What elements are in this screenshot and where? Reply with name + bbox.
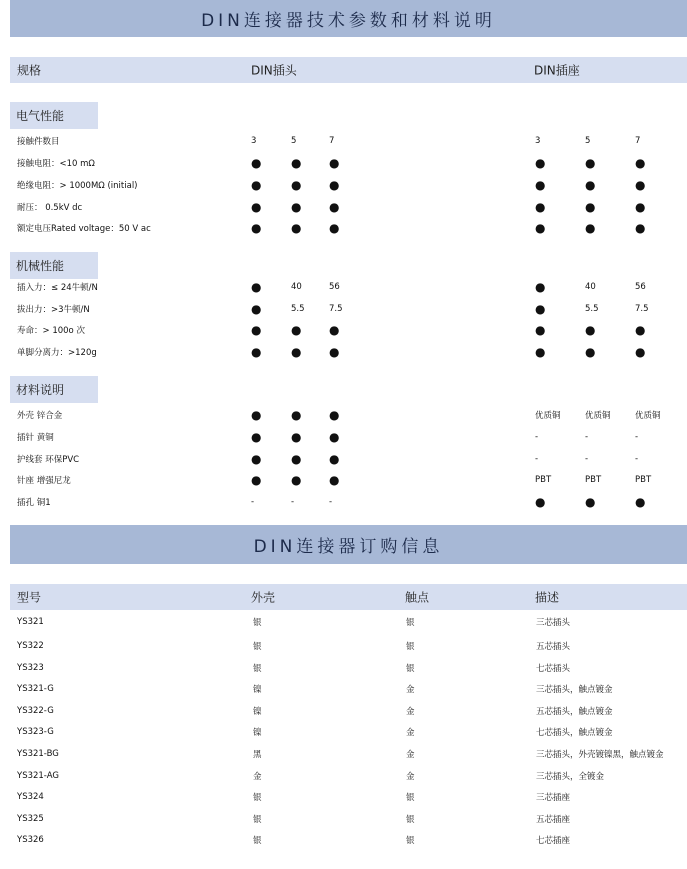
plug-value: ●: [329, 323, 340, 337]
order-title-banner: [10, 525, 687, 564]
spec-row: [0, 470, 687, 490]
socket-value: ●: [535, 200, 546, 214]
order-model: YS321-BG: [17, 749, 59, 759]
socket-value: -: [635, 454, 639, 464]
order-contact: 银: [406, 815, 415, 825]
socket-value: PBT: [585, 475, 602, 485]
order-header-model: 型号: [17, 590, 42, 605]
order-header-desc: 描述: [535, 590, 560, 605]
order-contact: 银: [406, 618, 415, 628]
spec-row-label: 针座 增强尼龙: [17, 476, 71, 486]
spec-row: [0, 449, 687, 469]
spec-row: [0, 277, 687, 297]
socket-value: ●: [535, 156, 546, 170]
socket-value: ●: [635, 178, 646, 192]
order-contact: 银: [406, 793, 415, 803]
socket-value: 优质铜: [635, 411, 661, 421]
order-model: YS322: [17, 641, 44, 651]
order-desc: 五芯插座: [536, 815, 571, 825]
order-desc: 三芯插头，外壳镀镍黑，触点镀金: [536, 750, 664, 760]
plug-value: ●: [251, 200, 262, 214]
plug-value: ●: [329, 156, 340, 170]
plug-value: ●: [251, 302, 262, 316]
socket-value: -: [535, 454, 539, 464]
order-model: YS325: [17, 814, 44, 824]
plug-value: ●: [291, 408, 302, 422]
socket-value: 40: [585, 282, 596, 292]
order-header-shell: 外壳: [251, 590, 276, 605]
socket-value: ●: [635, 345, 646, 359]
socket-value: ●: [635, 495, 646, 509]
order-shell: 银: [253, 815, 262, 825]
order-desc: 五芯插头: [536, 642, 571, 652]
order-row: [0, 766, 687, 786]
plug-value: ●: [329, 221, 340, 235]
order-row: [0, 612, 687, 632]
spec-row: [0, 153, 687, 173]
order-row: [0, 787, 687, 807]
socket-value: PBT: [535, 475, 552, 485]
spec-row: [0, 175, 687, 195]
plug-value: -: [329, 497, 333, 507]
spec-row: [0, 299, 687, 319]
section-title: 机械性能: [10, 252, 98, 279]
order-desc: 五芯插头，触点镀金: [536, 707, 613, 717]
socket-value: -: [535, 432, 539, 442]
order-shell: 镍: [253, 728, 262, 738]
order-contact: 金: [406, 707, 415, 717]
plug-value: ●: [291, 473, 302, 487]
socket-value: ●: [535, 302, 546, 316]
spec-row: [0, 492, 687, 512]
order-contact: 银: [406, 664, 415, 674]
order-model: YS321-G: [17, 684, 54, 694]
spec-title: DIN连接器技术参数和材料说明: [201, 11, 496, 31]
order-row: [0, 679, 687, 699]
order-contact: 金: [406, 728, 415, 738]
plug-value: 5.5: [291, 304, 305, 314]
spec-row: [0, 197, 687, 217]
socket-value: PBT: [635, 475, 652, 485]
order-shell: 金: [253, 772, 262, 782]
order-shell: 银: [253, 642, 262, 652]
order-row: [0, 830, 687, 850]
socket-value: 优质铜: [535, 411, 561, 421]
spec-row-label: 插入力：≤ 24牛顿/N: [17, 283, 98, 293]
spec-row: [0, 342, 687, 362]
order-shell: 银: [253, 793, 262, 803]
spec-row: [0, 405, 687, 425]
order-model: YS326: [17, 835, 44, 845]
order-shell: 银: [253, 836, 262, 846]
spec-row: [0, 218, 687, 238]
spec-row-label: 插针 黄铜: [17, 433, 54, 443]
order-shell: 黑: [253, 750, 262, 760]
socket-value: 3: [535, 136, 541, 146]
section-title: 电气性能: [10, 102, 98, 129]
order-shell: 镍: [253, 707, 262, 717]
order-desc: 七芯插头: [536, 664, 571, 674]
plug-value: 3: [251, 136, 257, 146]
section-title: 材料说明: [10, 376, 98, 403]
order-contact: 银: [406, 642, 415, 652]
order-row: [0, 809, 687, 829]
order-shell: 镍: [253, 685, 262, 695]
order-contact: 金: [406, 685, 415, 695]
plug-value: ●: [251, 345, 262, 359]
socket-value: ●: [535, 323, 546, 337]
order-row: [0, 636, 687, 656]
socket-value: ●: [635, 221, 646, 235]
order-row: [0, 658, 687, 678]
plug-value: ●: [251, 323, 262, 337]
order-row: [0, 744, 687, 764]
socket-value: ●: [635, 200, 646, 214]
socket-value: -: [585, 454, 589, 464]
order-model: YS322-G: [17, 706, 54, 716]
socket-value: 7: [635, 136, 641, 146]
plug-value: 56: [329, 282, 340, 292]
plug-value: 7: [329, 136, 335, 146]
order-shell: 银: [253, 664, 262, 674]
socket-value: ●: [585, 345, 596, 359]
order-desc: 三芯插头: [536, 618, 571, 628]
order-model: YS321: [17, 617, 44, 627]
spec-header-row: [10, 57, 687, 83]
plug-value: ●: [329, 178, 340, 192]
spec-row-label: 额定电压Rated voltage：50 V ac: [17, 224, 151, 234]
spec-title-banner: [10, 0, 687, 37]
plug-value: ●: [291, 345, 302, 359]
spec-row-label: 护线套 环保PVC: [17, 455, 80, 465]
socket-value: 7.5: [635, 304, 649, 314]
order-desc: 七芯插座: [536, 836, 571, 846]
socket-value: ●: [585, 221, 596, 235]
socket-value: ●: [535, 221, 546, 235]
order-model: YS321-AG: [17, 771, 59, 781]
plug-value: ●: [251, 430, 262, 444]
order-contact: 金: [406, 772, 415, 782]
plug-value: ●: [329, 430, 340, 444]
spec-header-plug: DIN插头: [251, 63, 297, 78]
order-desc: 三芯插头，触点镀金: [536, 685, 613, 695]
order-row: [0, 701, 687, 721]
order-model: YS323: [17, 663, 44, 673]
socket-value: ●: [535, 345, 546, 359]
socket-value: -: [635, 432, 639, 442]
plug-value: 7.5: [329, 304, 343, 314]
plug-value: ●: [329, 473, 340, 487]
order-contact: 金: [406, 750, 415, 760]
socket-value: 优质铜: [585, 411, 611, 421]
order-header-row: [10, 584, 687, 610]
spec-header-socket: DIN插座: [534, 63, 580, 78]
socket-value: 5.5: [585, 304, 599, 314]
spec-row-label: 耐压： 0.5kV dc: [17, 203, 83, 213]
plug-value: ●: [251, 156, 262, 170]
plug-value: ●: [291, 430, 302, 444]
socket-value: ●: [535, 178, 546, 192]
plug-value: 40: [291, 282, 302, 292]
socket-value: ●: [535, 280, 546, 294]
plug-value: ●: [329, 408, 340, 422]
plug-value: ●: [291, 323, 302, 337]
socket-value: 5: [585, 136, 591, 146]
plug-value: ●: [291, 221, 302, 235]
order-title: DIN连接器订购信息: [253, 537, 444, 557]
plug-value: ●: [291, 452, 302, 466]
order-model: YS323-G: [17, 727, 54, 737]
spec-row-label: 外壳 锌合金: [17, 411, 63, 421]
socket-value: ●: [535, 495, 546, 509]
plug-value: -: [251, 497, 255, 507]
order-contact: 银: [406, 836, 415, 846]
spec-row: [0, 427, 687, 447]
plug-value: ●: [329, 452, 340, 466]
plug-value: ●: [251, 408, 262, 422]
plug-value: ●: [251, 221, 262, 235]
order-header-contact: 触点: [405, 590, 430, 605]
plug-value: -: [291, 497, 295, 507]
spec-row-label: 插孔 铜1: [17, 498, 51, 508]
spec-row-label: 接触件数目: [17, 137, 60, 147]
spec-row: [0, 320, 687, 340]
socket-value: ●: [585, 495, 596, 509]
spec-row: [0, 131, 687, 151]
socket-value: 56: [635, 282, 646, 292]
socket-value: ●: [635, 156, 646, 170]
socket-value: ●: [585, 178, 596, 192]
plug-value: ●: [329, 345, 340, 359]
plug-value: ●: [251, 473, 262, 487]
plug-value: ●: [329, 200, 340, 214]
plug-value: ●: [291, 156, 302, 170]
socket-value: ●: [585, 200, 596, 214]
order-desc: 三芯插座: [536, 793, 571, 803]
order-model: YS324: [17, 792, 44, 802]
order-shell: 银: [253, 618, 262, 628]
plug-value: ●: [251, 280, 262, 294]
plug-value: ●: [251, 178, 262, 192]
spec-header-spec: 规格: [17, 63, 42, 78]
socket-value: ●: [585, 323, 596, 337]
spec-row-label: 绝缘电阻：> 1000MΩ (initial): [17, 181, 138, 191]
spec-row-label: 寿命：> 100o 次: [17, 326, 85, 336]
plug-value: 5: [291, 136, 297, 146]
socket-value: ●: [585, 156, 596, 170]
plug-value: ●: [291, 178, 302, 192]
spec-row-label: 拔出力：>3牛顿/N: [17, 305, 90, 315]
plug-value: ●: [251, 452, 262, 466]
order-desc: 七芯插头，触点镀金: [536, 728, 613, 738]
order-row: [0, 722, 687, 742]
order-desc: 三芯插头，全镀金: [536, 772, 605, 782]
spec-row-label: 接触电阻：<10 mΩ: [17, 159, 95, 169]
plug-value: ●: [291, 200, 302, 214]
spec-row-label: 单脚分离力：>120g: [17, 348, 97, 358]
socket-value: -: [585, 432, 589, 442]
socket-value: ●: [635, 323, 646, 337]
